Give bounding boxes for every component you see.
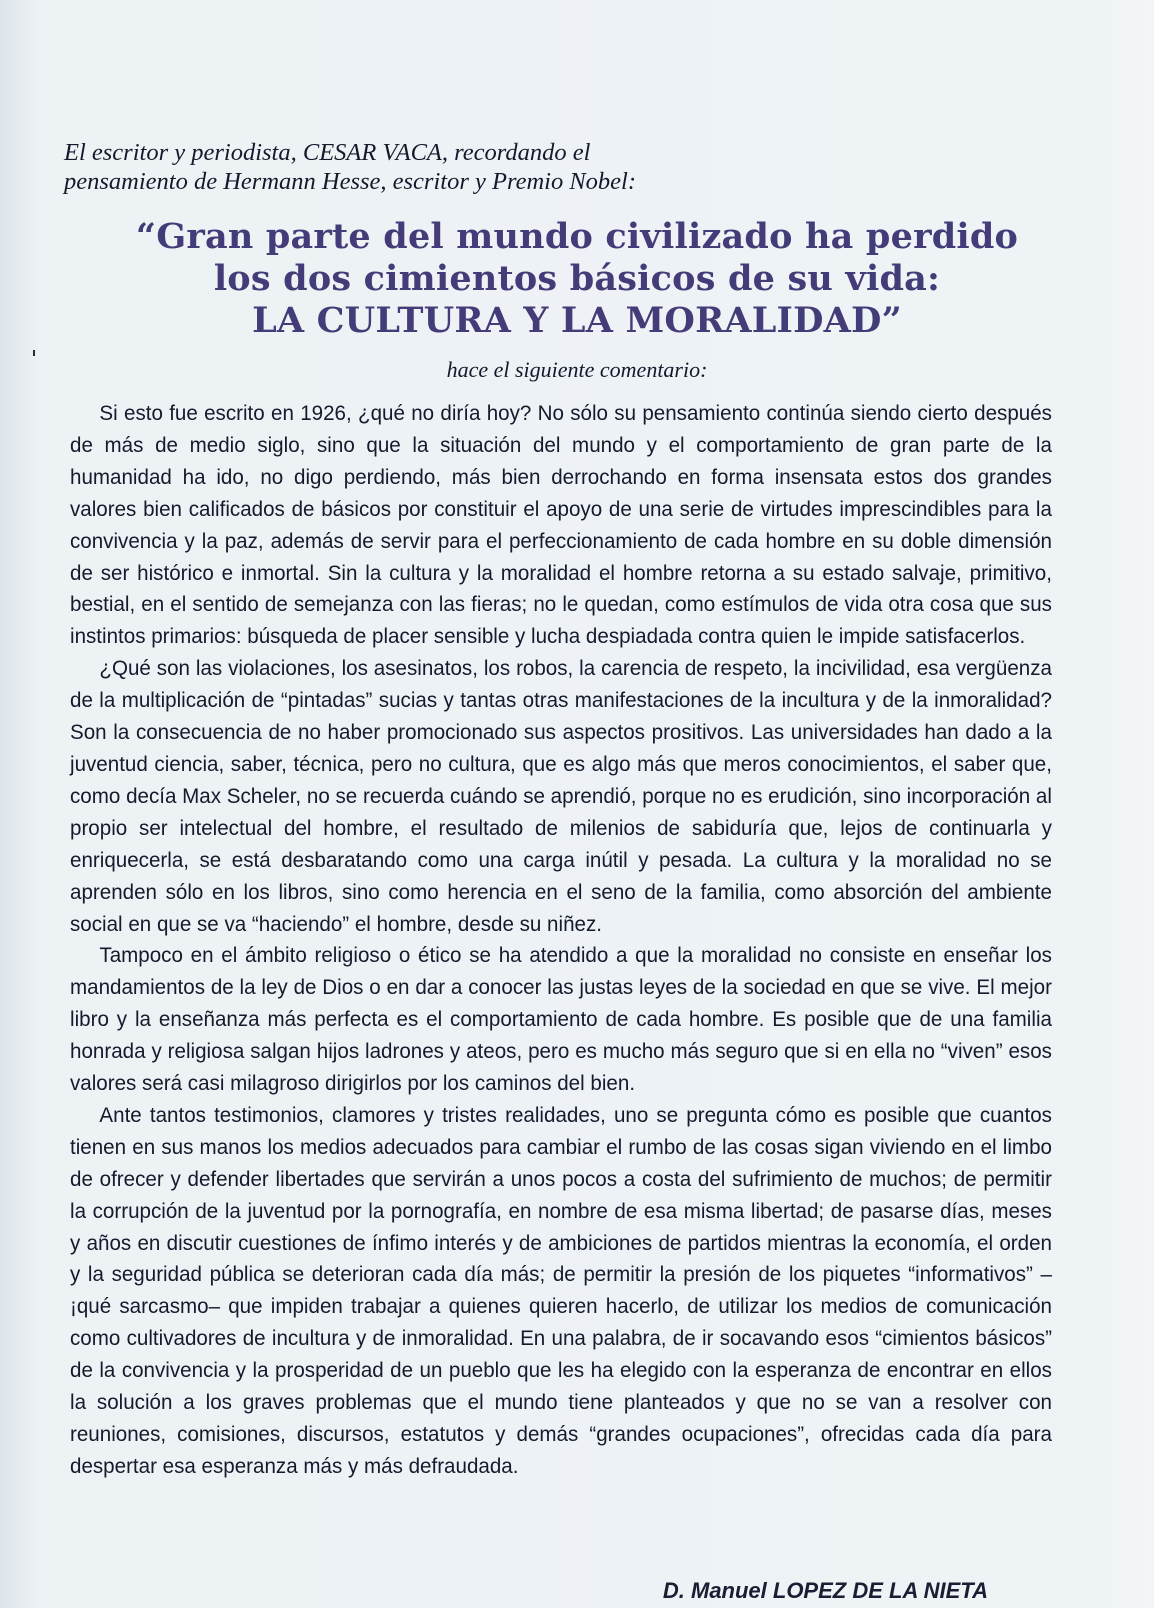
author-signature: D. Manuel LOPEZ DE LA NIETA — [662, 1578, 988, 1603]
headline-line-3: LA CULTURA Y LA MORALIDAD” — [252, 300, 902, 341]
paragraph-2: ¿Qué son las violaciones, los asesinatos, los robos, la carencia de respeto, la incivilidad, esa vergüenza de la multiplicación de “pintadas” sucias y tantas otras manifestaciones de la incultura y de la inmoralidad? Son la consecuencia de no haber promocionado sus aspectos prositivos. Las universidades han dado a la juventud ciencia, saber, técnica, pero no cultura, que es algo más que meros conocimientos, el saber que, como decía Max Scheler, no se recuerda cuándo se aprendió, porque no es erudición, sino incorporación al propio ser intelectual del hombre, el resultado de milenios de sabiduría que, lejos de continuarla y enriquecerla, se está desbaratando como una carga inútil y pesada. La cultura y la moralidad no se aprenden sólo en los libros, sino como herencia en el seno de la familia, como absorción del ambiente social en que se va “haciendo” el hombre, desde su niñez. — [70, 657, 1052, 936]
subheading: hace el siguiente comentario: — [446, 357, 708, 382]
paragraph-4: Ante tantos testimonios, clamores y tristes realidades, uno se pregunta cómo es posible que cuantos tienen en sus manos los medios adecuados para cambiar el rumbo de las cosas sigan viviendo en el limbo de ofrecer y defender libertades que servirán a unos pocos a costa del sufrimiento de muchos; de permitir la corrupción de la juventud por la pornografía, en nombre de esa misma libertad; de pasarse días, meses y años en discutir cuestiones de ínfimo interés y de ambiciones de partidos mientras la economía, el orden y la seguridad pública se deterioran cada día más; de permitir la presión de los piquetes “informativos” –¡qué sarcasmo– que impiden trabajar a quienes quieren hacerlo, de utilizar los medios de comunicación como cultivadores de incultura y de inmoralidad. En una palabra, de ir socavando esos “cimientos básicos” de la convivencia y la prosperidad de un pueblo que les ha elegido con la esperanza de encontrar en ellos la solución a los graves problemas que el mundo tiene planteados y que no se van a resolver con reuniones, comisiones, discursos, estatutos y demás “grandes ocupaciones”, ofrecidas cada día para despertar esa esperanza más y más defraudada. — [70, 1103, 1052, 1478]
intro-text — [64, 138, 964, 196]
headline-quote — [60, 216, 1094, 342]
intro-line-1: El escritor y periodista, CESAR VACA, recordando el — [64, 139, 591, 166]
headline-line-1: “Gran parte del mundo civilizado ha perdido — [135, 216, 1019, 257]
paragraph-1: Si esto fue escrito en 1926, ¿qué no diría hoy? No sólo su pensamiento continúa siendo cierto después de más de medio siglo, sino que la situación del mundo y el comportamiento de gran parte de la humanidad ha ido, no digo perdiendo, más bien derrochando en forma insensata estos dos grandes valores bien calificados de básicos por constituir el apoyo de una serie de virtudes imprescindibles para la convivencia y la paz, además de servir para el perfeccionamiento de cada hombre en su doble dimensión de ser histórico e inmortal. Sin la cultura y la moralidad el hombre retorna a su estado salvaje, primitivo, bestial, en el sentido de semejanza con las fieras; no le quedan, como estímulos de vida otra cosa que sus instintos primarios: búsqueda de placer sensible y lucha despiadada contra quien le impide satisfacerlos. — [70, 402, 1052, 649]
intro-line-2: pensamiento de Hermann Hesse, escritor y Premio Nobel: — [64, 168, 637, 195]
paragraph-3: Tampoco en el ámbito religioso o ético se ha atendido a que la moralidad no consiste en enseñar los mandamientos de la ley de Dios o en dar a conocer las justas leyes de la sociedad en que se vive. El mejor libro y la enseñanza más perfecta es el comportamiento de cada hombre. Es posible que de una familia honrada y religiosa salgan hijos ladrones y ateos, pero es mucho más seguro que si en ella no “viven” esos valores será casi milagroso dirigirlos por los caminos del bien. — [70, 944, 1052, 1096]
print-speck — [33, 350, 35, 356]
headline-line-2: los dos cimientos básicos de su vida: — [213, 258, 941, 299]
article-body — [70, 398, 1052, 1483]
